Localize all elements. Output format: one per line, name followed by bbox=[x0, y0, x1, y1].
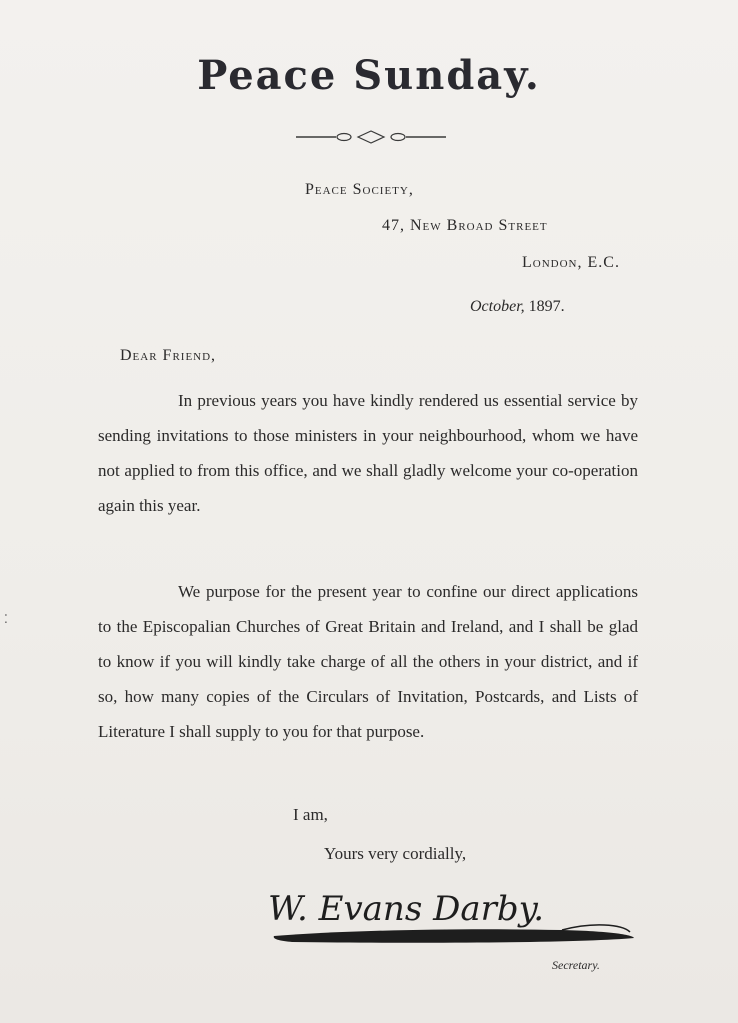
paragraph-1: In previous years you have kindly rendered us essential service by sending invitations to those ministers in your neighbourhood, whom we have not applied to from this office, and we shall gladly welcome your co-operation again this year. bbox=[98, 391, 638, 515]
sender-city: London, E.C. bbox=[522, 254, 620, 271]
title-ornament bbox=[296, 130, 446, 144]
paragraph-2: We purpose for the present year to confine our direct applications to the Episcopalian Churches of Great Britain and Ireland, and I shall be glad to know if you will kindly take charge of all the others in your district, and if so, how many copies of the Circulars of Invitation, Postcards, and Lists of Literature I shall supply to you for that purpose. bbox=[98, 582, 638, 741]
salutation: Dear Friend, bbox=[120, 347, 217, 364]
signer-role: Secretary. bbox=[552, 958, 600, 972]
letter-title: Peace Sunday. bbox=[197, 52, 541, 99]
closing-phrase: Yours very cordially, bbox=[324, 844, 467, 863]
date-year: 1897. bbox=[528, 298, 565, 315]
sender-street: 47, New Broad Street bbox=[382, 217, 548, 234]
signature-text: W. Evans Darby. bbox=[268, 889, 545, 929]
letter-date bbox=[470, 298, 565, 316]
date-month: October, bbox=[470, 298, 525, 315]
margin-mark: ⁚ bbox=[4, 612, 8, 626]
signature bbox=[262, 872, 642, 952]
closing-line: I am, bbox=[293, 805, 328, 824]
sender-organization: Peace Society, bbox=[305, 181, 414, 198]
